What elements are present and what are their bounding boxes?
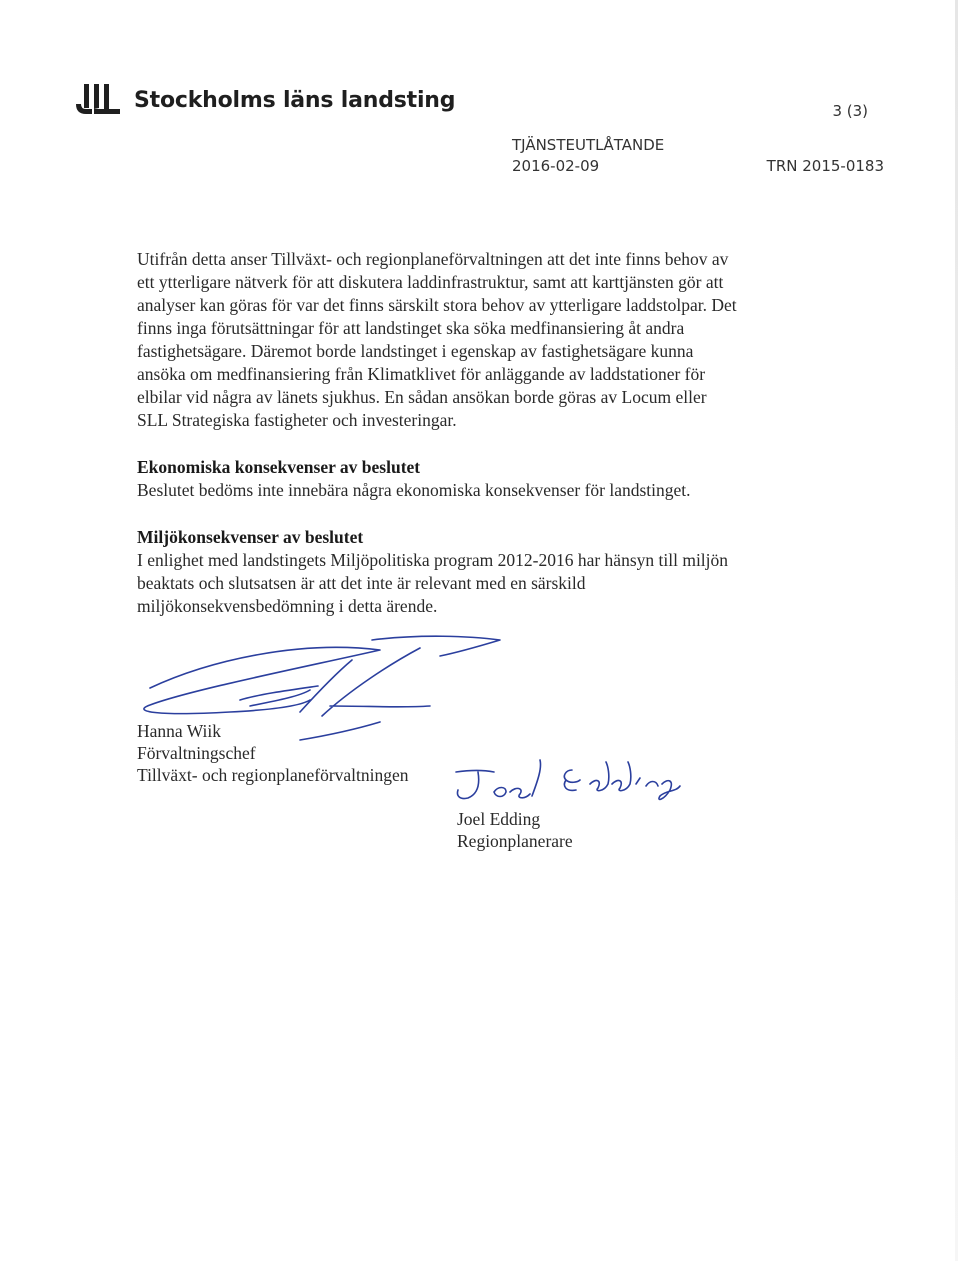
- document-type: TJÄNSTEUTLÅTANDE: [512, 136, 665, 154]
- page-number: 3 (3): [832, 102, 868, 120]
- signer1-name: Hanna Wiik: [137, 721, 222, 741]
- signer-hanna-wiik: [137, 720, 409, 786]
- document-reference: TRN 2015-0183: [766, 157, 884, 175]
- signature-joel-edding: [456, 760, 680, 799]
- signer-joel-edding: [457, 808, 573, 852]
- document-date: 2016-02-09: [512, 157, 600, 175]
- organization-name: Stockholms läns landsting: [134, 87, 456, 113]
- signer1-department: Tillväxt- och regionplaneförvaltningen: [137, 765, 409, 785]
- intro-paragraph: Utifrån detta anser Tillväxt- och regionplaneförvaltningen att det inte finns behov av ett ytterligare nätverk för att diskutera laddinfrastruktur, samt att karttjänsten gör att analyser kan göras för var det finns särskilt stora behov av ytterligare laddstolpar. Det finns inga förutsättningar för att landstinget ska söka medfinansiering åt andra fastighetsägare. Däremot borde landstinget i egenskap av fastighetsägare kunna ansöka om medfinansiering från Klimatklivet för anläggande av laddstationer för elbilar vid några av länets sjukhus. En sådan ansökan borde göras av Locum eller SLL Strategiska fastigheter och investeringar.: [137, 249, 737, 430]
- signer1-title: Förvaltningschef: [137, 743, 256, 763]
- signer2-title: Regionplanerare: [457, 831, 573, 851]
- signer2-name: Joel Edding: [457, 809, 541, 829]
- section-text-environment: I enlighet med landstingets Miljöpolitiska program 2012-2016 har hänsyn till miljön beaktats och slutsatsen är att det inte är relevant med en särskild miljökonsekvensbedömning i detta ärende.: [137, 550, 729, 616]
- sll-logo: [74, 82, 455, 118]
- section-text-economic: Beslutet bedöms inte innebära några ekonomiska konsekvenser för landstinget.: [137, 480, 691, 500]
- document-body: [137, 248, 737, 618]
- sll-logo-icon: [74, 82, 126, 118]
- page-edge: [955, 0, 958, 1261]
- section-heading-economic: Ekonomiska konsekvenser av beslutet: [137, 457, 421, 477]
- section-heading-environment: Miljökonsekvenser av beslutet: [137, 527, 364, 547]
